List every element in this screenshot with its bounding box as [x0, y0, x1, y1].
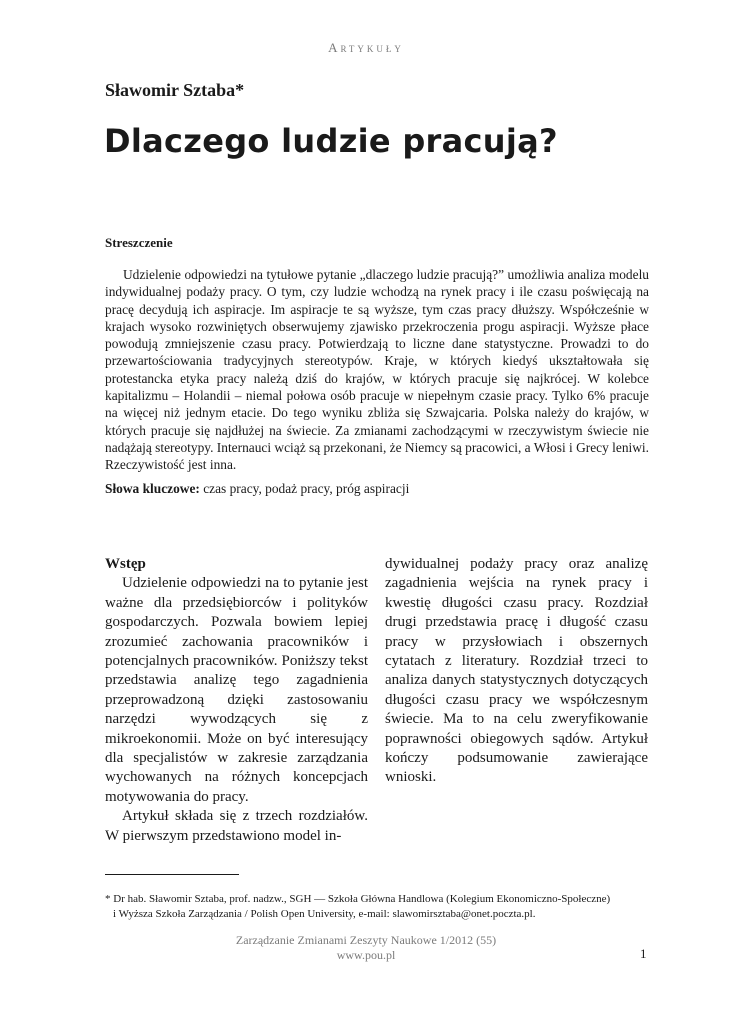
body-paragraph-continued: dywidualnej podaży pracy oraz analizę zagadnienia wejścia na rynek pracy i kwestię długości czasu pracy. Rozdział drugi przedstawia pracę i długość czasu pracy w przysłowiach i obszernych cytatach z literatury. Rozdział trzeci to analiza danych statystycznych dotyczących długości czasu pracy we współczesnym świecie. Ma to na celu zweryfikowanie poprawności obiegowych sądów. Artykuł kończy podsumowanie zawierające wnioski.: [385, 556, 648, 786]
keywords: [105, 481, 649, 497]
footnote: [105, 892, 653, 922]
body-paragraph: Artykuł składa się z trzech rozdziałów. W pierwszym przedstawiono model in-: [105, 808, 368, 844]
body-column-right: [385, 555, 648, 788]
footnote-divider: [105, 874, 239, 875]
journal-name: Zarządzanie Zmianami Zeszyty Naukowe 1/2012 (55): [235, 933, 497, 947]
body-paragraph: Udzielenie odpowiedzi na to pytanie jest ważne dla przedsiębiorców i polityków gospodarczych. Pozwala bowiem lepiej zrozumieć zachowania pracowników i potencjalnych pracowników. Poniższy tekst przedstawia analizę tego zagadnienia przeprowadzoną dzięki zastosowaniu narzędzi wywodzących się z mikroekonomii. Może on być interesujący dla specjalistów w zakresie zarządzania wychowanych na różnych koncepcjach motywowania do pracy.: [105, 575, 368, 805]
keywords-value: czas pracy, podaż pracy, próg aspiracji: [199, 481, 410, 496]
footnote-line: * Dr hab. Sławomir Sztaba, prof. nadzw., SGH — Szkoła Główna Handlowa (Kolegium Ekonomiczno-Społeczne): [105, 893, 611, 905]
article-title: Dlaczego ludzie pracują?: [104, 122, 558, 160]
page-number: 1: [640, 946, 647, 961]
section-heading: Wstęp: [105, 556, 146, 572]
section-label: Artykuły: [328, 40, 404, 55]
body-column-left: [105, 555, 368, 846]
author-name: Sławomir Sztaba*: [105, 80, 245, 100]
footnote-line: i Wyższa Szkoła Zarządzania / Polish Open University, e-mail: slawomirsztaba@onet.poczta.pl.: [113, 908, 536, 920]
abstract-heading: Streszczenie: [105, 235, 173, 250]
journal-website: www.pou.pl: [336, 948, 396, 962]
abstract-text: Udzielenie odpowiedzi na tytułowe pytanie „dlaczego ludzie pracują?” umożliwia analiza modelu indywidualnej podaży pracy. O tym, czy ludzie wchodzą na rynek pracy i ile czasu poświęcają na pracę decydują ich aspiracje. Im aspiracje te są wyższe, tym czas pracy dłuższy. Współcześnie w krajach wysoko rozwiniętych obserwujemy zjawisko przekroczenia progu aspiracji. Wyższe płace powodują zmniejszenie czasu pracy. Potwierdzają to liczne dane statystyczne. Prowadzi to do przewartościowania tradycyjnych stereotypów. Kraje, w których kiedyś ukształtowała się protestancka etyka pracy należą dziś do krajów, w których pracuje się najkrócej. W kolebce kapitalizmu – Holandii – niemal połowa osób pracuje w niepełnym czasie pracy. Tylko 6% pracuje na więcej niż jednym etacie. Do tego wyniku zbliża się Szwajcaria. Polska należy do krajów, w których pracuje się najdłużej na świecie. Za zmianami zachodzącymi w rzeczywistym świecie nie nadążają stereotypy. Internauci wciąż są przekonani, że Niemcy są pracowici, a Włosi i Grecy leniwi. Rzeczywistość jest inna.: [105, 267, 649, 473]
keywords-label: Słowa kluczowe:: [105, 481, 200, 496]
journal-footer: [0, 933, 732, 963]
